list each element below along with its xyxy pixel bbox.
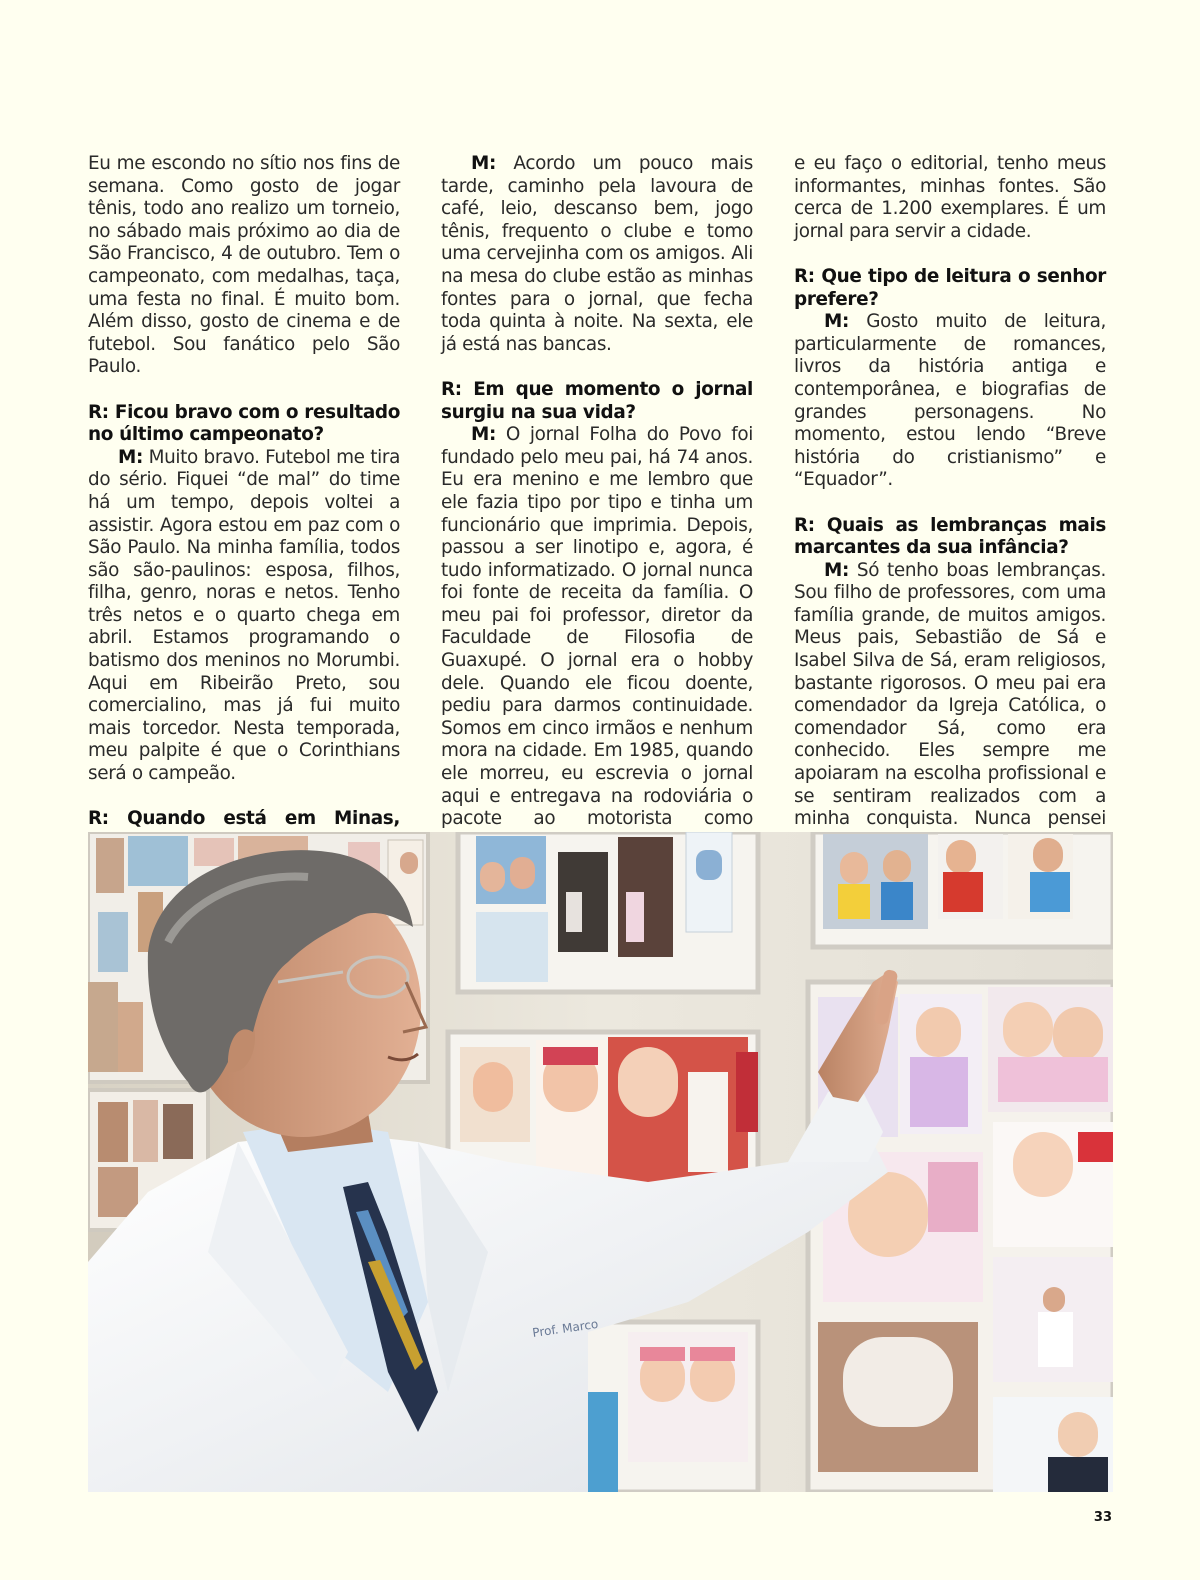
answer-text: Muito bravo. Futebol me tira do sério. Fiquei “de mal” do time há um tempo, depois voltei a assistir. Agora estou em paz com o São Paulo. Na minha família, todos são são-paulinos: esposa, filhos, filha, genro, noras e netos. Tenho três netos e o quarto chega em abril. Estamos programando o batismo dos meninos no Morumbi. Aqui em Ribeirão Preto, sou comercialino, mas já fui muito mais torcedor. Nesta temporada, meu palpite é que o Corinthians será o campeão. xyxy=(88,446,400,785)
answer-text: O jornal Folha do Povo foi fundado pelo meu pai, há 74 anos. Eu era menino e me lembro que ele fazia tipo por tipo e tinha um funcionário que imprimia. Depois, passou a ser linotipo e, agora, é tudo informatizado. O jornal nunca foi fonte de receita da família. O meu pai foi professor, diretor da Faculdade de Filosofia de Guaxupé. O jornal era o hobby dele. Quando ele ficou doente, pediu para darmos continuidade. Somos em cinco irmãos e nenhum mora na cidade. Em 1985, quando ele morreu, eu escrevia o jornal aqui e entregava na rodoviária o pacote ao motorista como xyxy=(441,424,753,830)
speaker-label: M: xyxy=(471,153,496,174)
answer-paragraph xyxy=(441,424,753,876)
text-column-3 xyxy=(794,153,1106,876)
speaker-label: M: xyxy=(118,446,143,468)
answer-text: Gosto muito de leitura, particularmente de romances, livros da história antiga e contemporânea, e biografias de grandes personagens. No momento, estou lendo “Breve história do cristianismo” e “Equador”. xyxy=(794,311,1106,491)
answer-paragraph xyxy=(88,447,400,786)
text-column-1 xyxy=(88,153,400,876)
svg-text:Prof. Marco: Prof. Marco xyxy=(531,1316,600,1340)
question-heading: R: Ficou bravo com o resultado no último campeonato? xyxy=(88,401,401,446)
photo-frames-lower xyxy=(578,1322,758,1492)
page-number: 33 xyxy=(1093,1510,1112,1525)
speaker-label: M: xyxy=(824,311,849,333)
question-heading: R: Em que momento o jornal surgiu na sua vida? xyxy=(441,378,753,423)
question-heading: R: Quando está em Minas, xyxy=(88,808,400,830)
speaker-label: M: xyxy=(824,559,849,581)
question-heading: R: Quais as lembranças mais marcantes da sua infância? xyxy=(794,514,1106,559)
photo-illustration xyxy=(88,832,1113,1492)
article-photo xyxy=(88,832,1113,1492)
speaker-label: M: xyxy=(471,424,496,446)
paragraph: Eu me escondo no sítio nos fins de semana. Como gosto de jogar tênis, todo ano realizo um torneio, no sábado mais próximo ao dia de São Francisco, 4 de outubro. Tem o campeonato, com medalhas, taça, uma festa no final. É muito bom. Além disso, gosto de cinema e de futebol. Sou fanático pelo São Paulo. xyxy=(88,153,400,378)
answer-paragraph xyxy=(794,560,1106,876)
answer-text: Só tenho boas lembranças. Sou filho de professores, com uma família grande, de muitos amigos. Meus pais, Sebastião de Sá e Isabel Silva de Sá, eram religiosos, bastante rigorosos. O meu pai era comendador da Igreja Católica, o comendador Sá, como era conhecido. Eles sempre me apoiaram na escolha profissional e se sentiram realizados com a minha conquista. Nunca pensei xyxy=(794,559,1106,830)
answer-paragraph xyxy=(794,311,1106,492)
question-heading: R: Que tipo de leitura o senhor prefere? xyxy=(794,265,1106,310)
text-column-2 xyxy=(441,153,753,876)
answer-text: Acordo um pouco mais tarde, caminho pela lavoura de café, leio, descanso bem, jogo tênis, frequento o clube e tomo uma cervejinha com os amigos. Ali na mesa do clube estão as minhas fontes para o jornal, que fecha toda quinta à noite. Na sexta, ele já está nas bancas. xyxy=(441,153,753,355)
answer-paragraph xyxy=(441,153,753,356)
paragraph: e eu faço o editorial, tenho meus informantes, minhas fontes. São cerca de 1.200 exemplares. É um jornal para servir a cidade. xyxy=(794,153,1106,242)
